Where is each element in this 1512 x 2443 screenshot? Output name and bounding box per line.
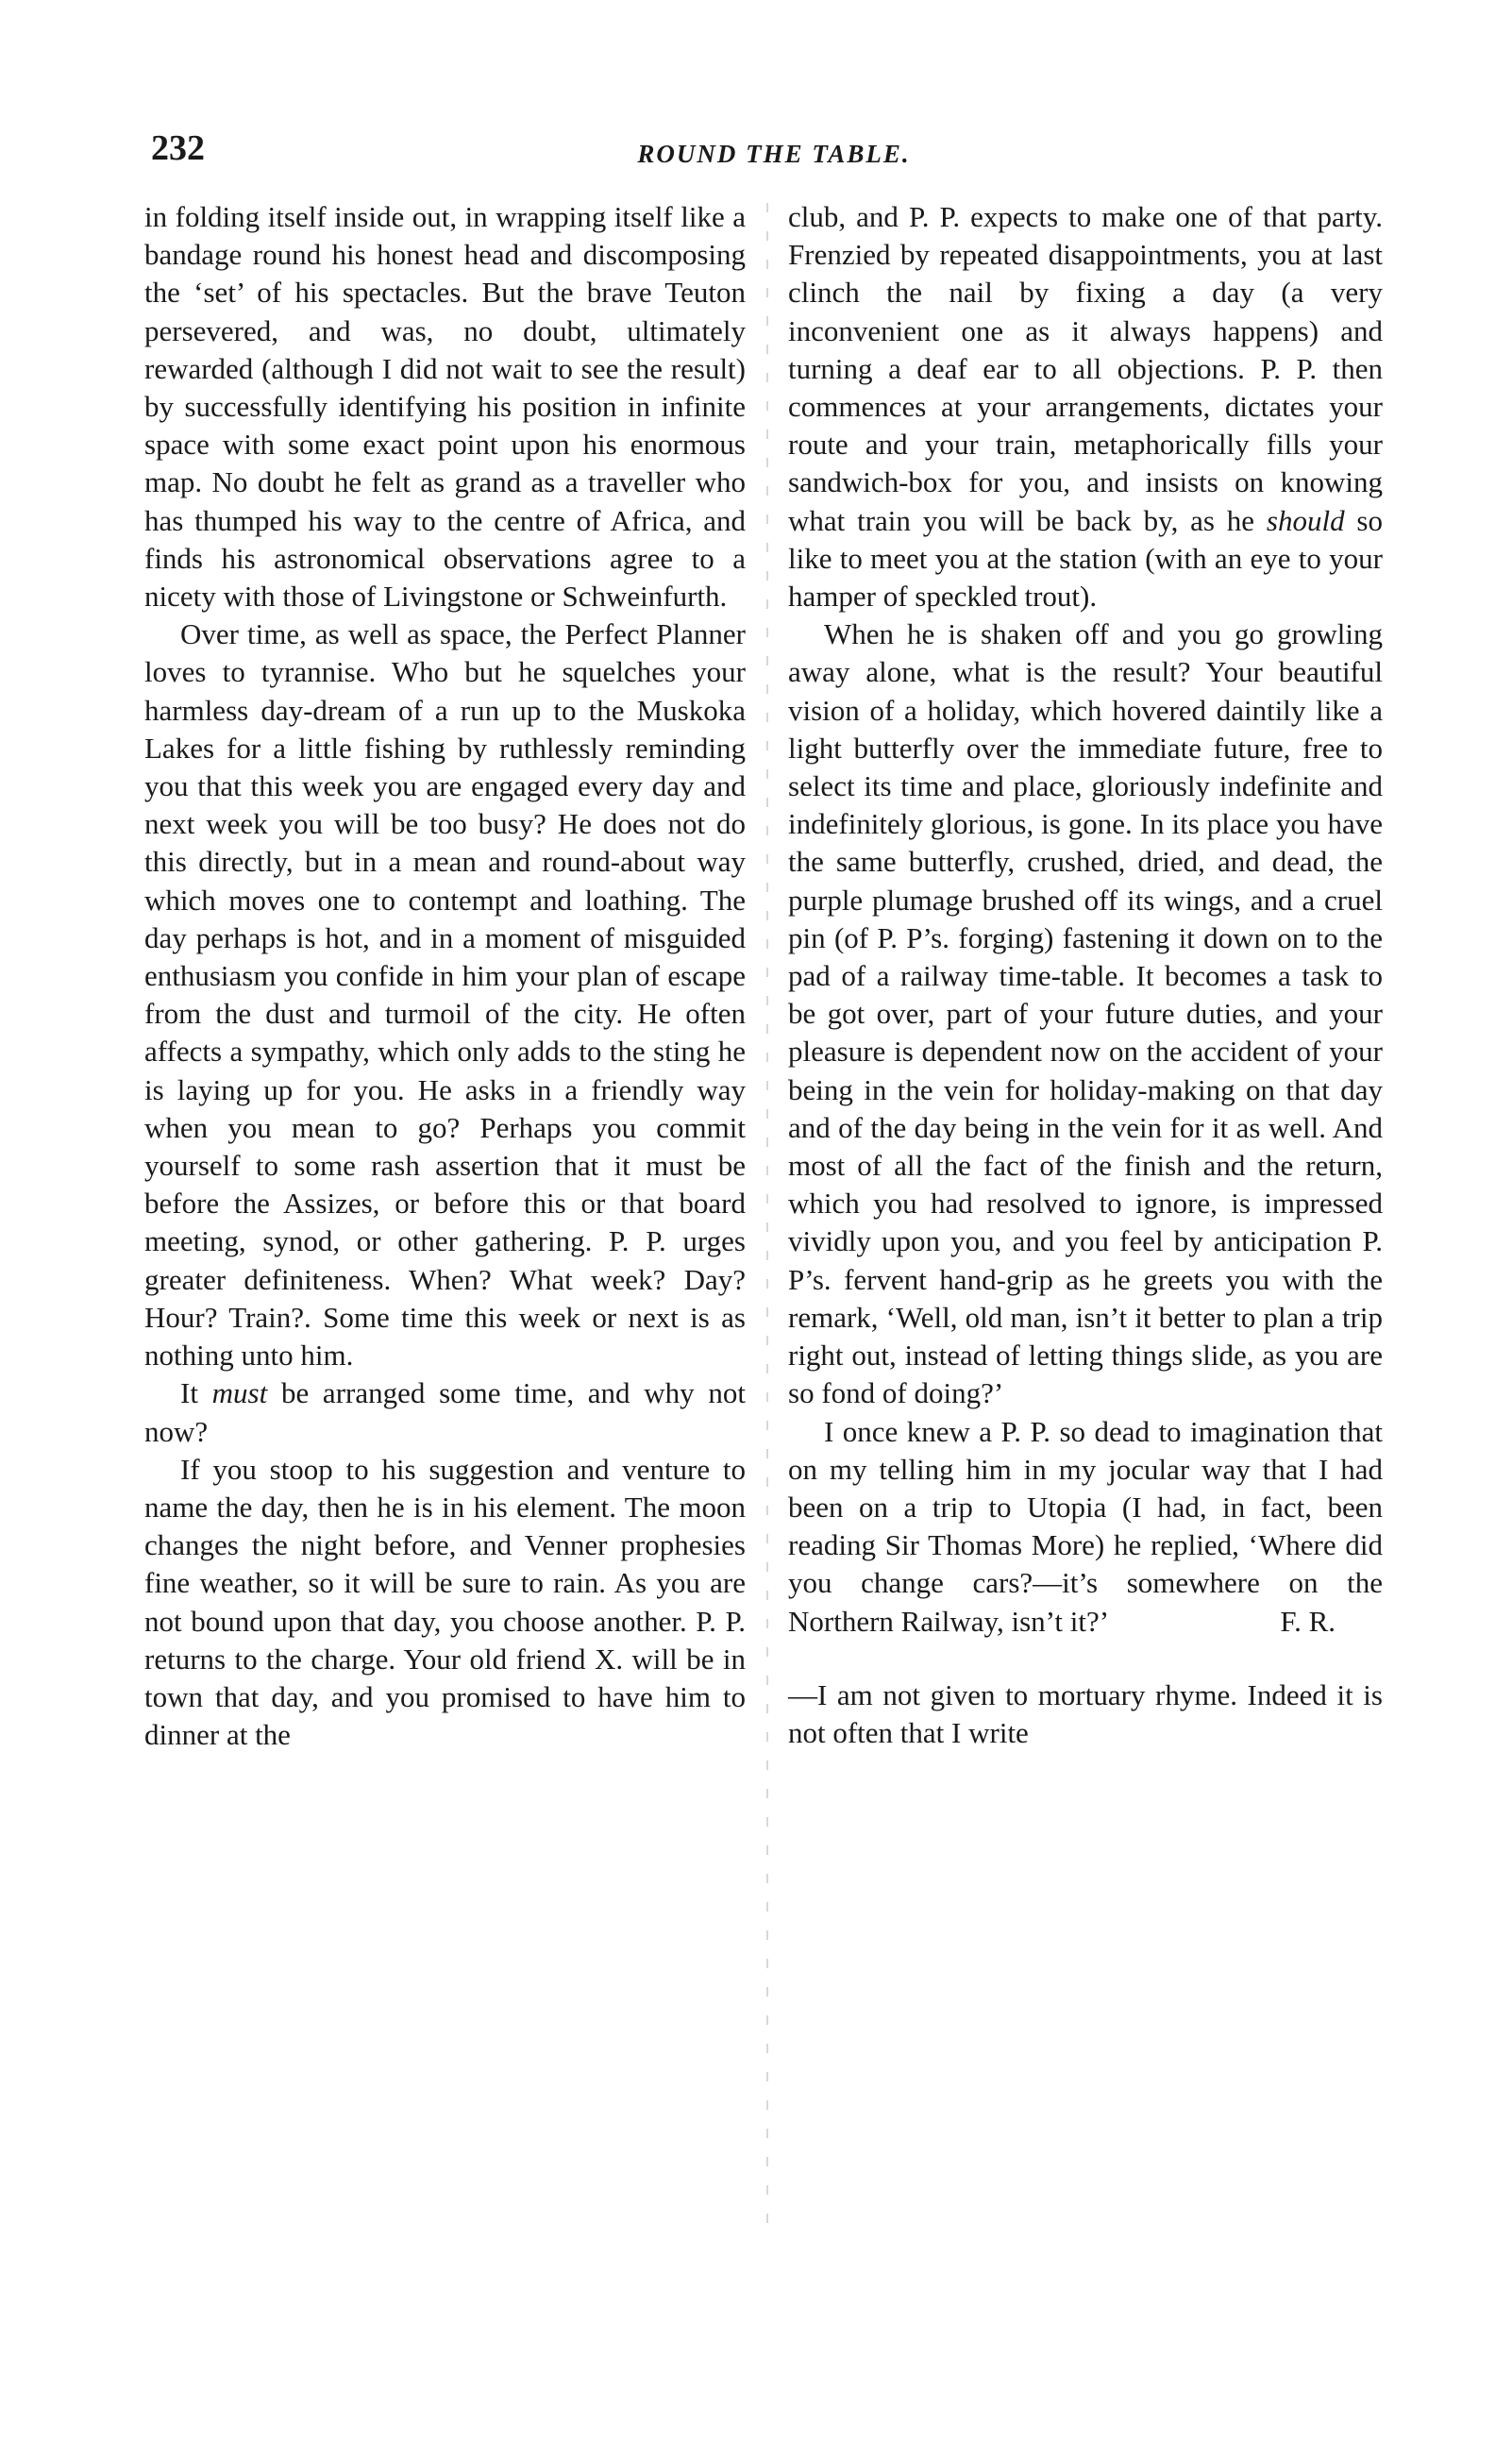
emphasis: should <box>1266 503 1345 537</box>
column-divider <box>766 203 768 2232</box>
paragraph: When he is shaken off and you go growling away alone, what is the result? Your beautiful vision of a holiday, which hovered daintily like a light butterfly over the immediate future, free to select its time and place, gloriously indefinite and indefinitely glorious, is gone. In its place you have the same butterfly, crushed, dried, and dead, the purple plumage brushed off its wings, and a cruel pin (of P. P’s. forging) fastening it down on to the pad of a railway time-table. It becomes a task to be got over, part of your future duties, and your pleasure is dependent now on the accident of your being in the vein for holiday-making on that day and of the day being in the vein for it as well. And most of all the fact of the finish and the return, which you had resolved to ignore, is impressed vividly upon you, and you feel by anticipation P. P’s. fervent hand-grip as he greets you with the remark, ‘Well, old man, isn’t it better to plan a trip right out, instead of letting things slide, as you are so fond of doing?’ <box>788 617 1383 1410</box>
paragraph <box>144 1374 746 1450</box>
paragraph: in folding itself inside out, in wrapping itself like a bandage round his honest head and discomposing the ‘set’ of his spectacles. But the brave Teuton persevered, and was, no doubt, ultimately rewarded (although I did not wait to see the result) by successfully identifying his position in infinite space with some exact point upon his enormous map. No doubt he felt as grand as a traveller who has thumped his way to the centre of Africa, and finds his astronomical observations agree to a nicety with those of Livingstone or Schweinfurth. <box>144 200 746 614</box>
text-run: It <box>180 1376 212 1410</box>
text-run: club, and P. P. expects to make one of that party. Frenzied by repeated disappointments, you at last clinch the nail by fixing a day (a very inconvenient one as it always happens) and turning a deaf ear to all objections. P. P. then commences at your arrangements, dictates your route and your train, metaphorically fills your sandwich-box for you, and insists on knowing what train you will be back by, as he <box>788 200 1383 537</box>
text-run: so like to meet you at the station (with an eye to your hamper of speckled trout). <box>788 503 1383 614</box>
paragraph <box>788 198 1383 615</box>
author-signature: F. R. <box>1280 1604 1336 1638</box>
paragraph: —I am not given to mortuary rhyme. Indeed it is not often that I write <box>788 1677 1383 1750</box>
section-gap <box>788 1641 1383 1676</box>
emphasis: must <box>211 1376 268 1410</box>
paragraph: Over time, as well as space, the Perfect Planner loves to tyrannise. Who but he squelches your harmless day-dream of a run up to the Muskoka Lakes for a little fishing by ruthlessly reminding you that this week you are engaged every day and next week you will be too busy? He does not do this directly, but in a mean and round-about way which moves one to contempt and loathing. The day perhaps is hot, and in a moment of misguided enthusiasm you confide in him your plan of escape from the dust and turmoil of the city. He often affects a sympathy, which only adds to the sting he is laying up for you. He asks in a friendly way when you mean to go? Perhaps you commit yourself to some rash assertion that it must be before the Assizes, or before this or that board meeting, synod, or other gathering. P. P. urges greater definiteness. When? What week? Day? Hour? Train?. Some time this week or next is as nothing unto him. <box>144 617 746 1373</box>
text-run: be arranged some time, and why not now? <box>144 1376 746 1448</box>
paragraph: I once knew a P. P. so dead to imagination that on my telling him in my jocular way that I had been on a trip to Utopia (I had, in fact, been reading Sir Thomas More) he replied, ‘Where did you change cars?—it’s somewhere on the Northern Railway, isn’t it?’ <box>788 1414 1383 1638</box>
right-column <box>788 198 1383 1752</box>
left-column <box>144 198 746 1754</box>
page-number: 232 <box>151 128 205 168</box>
paragraph: If you stoop to his suggestion and venture to name the day, then he is in his element. The moon changes the night before, and Venner prophesies fine weather, so it will be sure to rain. As you are not bound upon that day, you choose another. P. P. returns to the charge. Your old friend X. will be in town that day, and you promised to have him to dinner at the <box>144 1452 746 1752</box>
running-title: ROUND THE TABLE. <box>637 140 911 168</box>
